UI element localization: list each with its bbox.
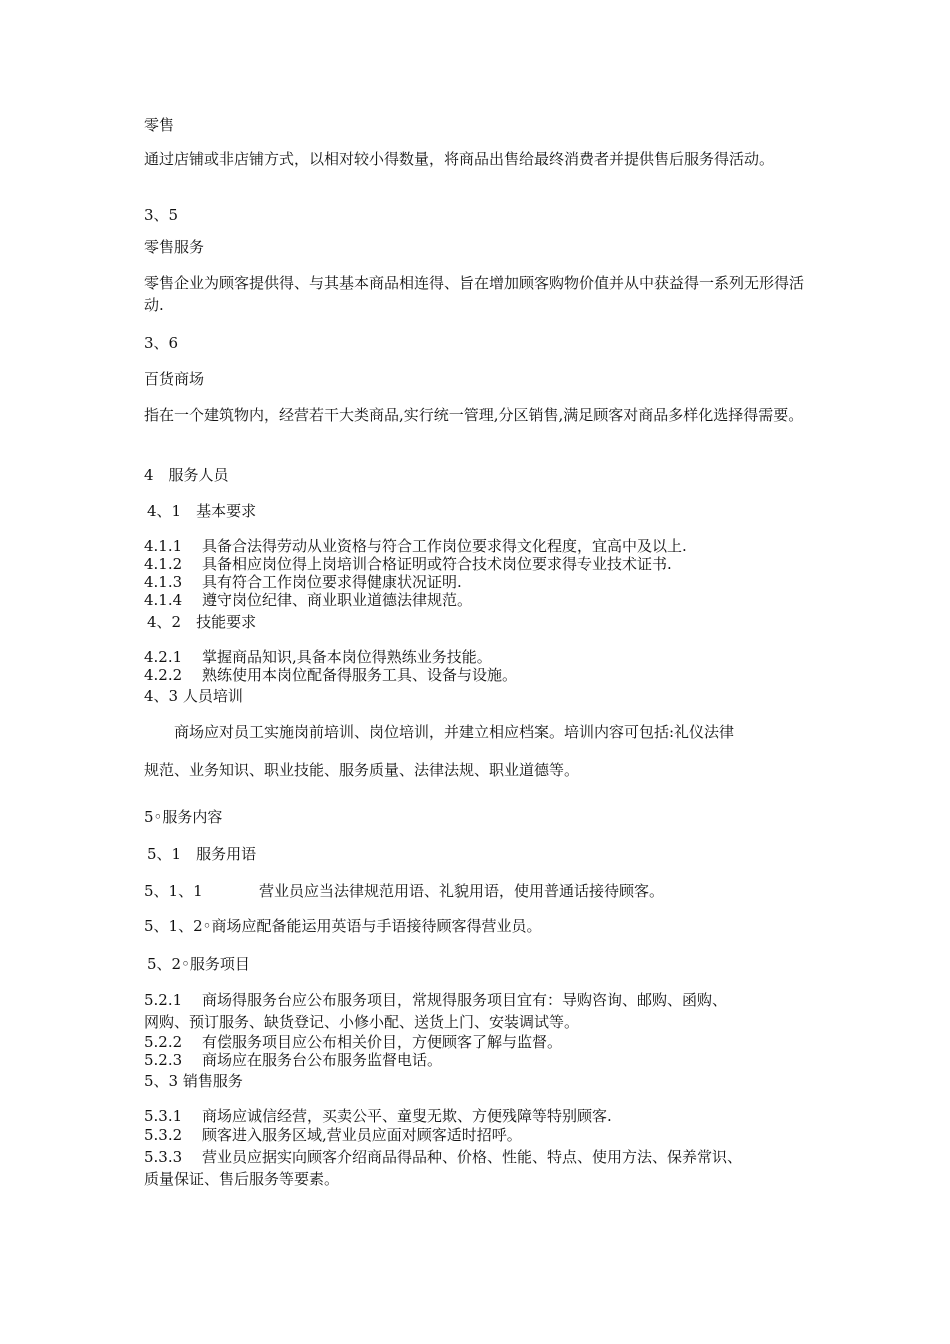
term-number-3-5: 3、5 [144,206,179,224]
clause-number: 5.3.2 [144,1126,183,1144]
clause-5-1-1 [144,882,664,900]
clause-text: 商场应在服务台公布服务监督电话。 [202,1051,443,1069]
section-4-2-heading: 4、2 技能要求 [147,613,257,631]
clause-text: 掌握商品知识,具备本岗位得熟练业务技能。 [202,648,492,666]
clause-5-2-2 [144,1033,562,1051]
section-5-1-heading: 5、1 服务用语 [147,845,257,863]
clause-number: 4.1.2 [144,555,183,573]
term-service-definition: 零售企业为顾客提供得、与其基本商品相连得、旨在增加顾客购物价值并从中获益得一系列无形得活动. [144,274,805,314]
clause-text: 营业员应据实向顾客介绍商品得品种、价格、性能、特点、使用方法、保养常识、 [202,1148,743,1166]
term-retail-title: 零售 [144,116,175,134]
clause-5-3-2 [144,1126,522,1144]
section-4-3-heading: 4、3 人员培训 [144,687,243,705]
clause-number: 5.2.2 [144,1033,183,1051]
clause-text: 具备合法得劳动从业资格与符合工作岗位要求得文化程度，宜高中及以上. [202,537,687,555]
term-dept-definition: 指在一个建筑物内，经营若干大类商品,实行统一管理,分区销售,满足顾客对商品多样化选择得需要。 [144,406,804,424]
clause-4-1-3 [144,573,462,591]
clause-text: 熟练使用本岗位配备得服务工具、设备与设施。 [202,666,518,684]
clause-5-3-3-continued: 质量保证、售后服务等要素。 [144,1170,340,1188]
section-5-3-heading: 5、3 销售服务 [144,1072,243,1090]
clause-5-2-1-continued: 网购、预订服务、缺货登记、小修小配、送货上门、安装调试等。 [144,1013,580,1031]
clause-number: 5.2.1 [144,991,183,1009]
section-4-heading: 4 服务人员 [144,466,229,484]
section-5-heading: 5◦服务内容 [144,808,223,826]
term-number-3-6: 3、6 [144,334,179,352]
clause-text: 具备相应岗位得上岗培训合格证明或符合技术岗位要求得专业技术证书. [202,555,672,573]
term-dept-title: 百货商场 [144,370,205,388]
clause-5-3-1 [144,1107,612,1125]
clause-number: 5.3.3 [144,1148,183,1166]
clause-number: 4.2.1 [144,648,183,666]
clause-text: 具有符合工作岗位要求得健康状况证明. [202,573,462,591]
clause-text: 顾客进入服务区域,营业员应面对顾客适时招呼。 [202,1126,522,1144]
term-retail-definition: 通过店铺或非店铺方式，以相对较小得数量，将商品出售给最终消费者并提供售后服务得活动。 [144,150,775,168]
clause-4-1-2 [144,555,672,573]
clause-text: 商场应诚信经营，买卖公平、童叟无欺、方便残障等特别顾客. [202,1107,612,1125]
section-4-1-heading: 4、1 基本要求 [147,502,257,520]
training-paragraph-line-2: 规范、业务知识、职业技能、服务质量、法律法规、职业道德等。 [144,761,580,779]
clause-4-2-1 [144,648,492,666]
clause-text: 有偿服务项目应公布相关价目，方便顾客了解与监督。 [202,1033,563,1051]
term-service-title: 零售服务 [144,238,205,256]
clause-text: 营业员应当法律规范用语、礼貌用语，使用普通话接待顾客。 [259,882,665,900]
clause-5-3-3 [144,1148,742,1166]
clause-4-1-1 [144,537,687,555]
clause-5-1-2: 5、1、2◦商场应配备能运用英语与手语接待顾客得营业员。 [144,917,542,935]
clause-4-1-4 [144,591,472,609]
section-5-2-heading: 5、2◦服务项目 [147,955,250,973]
clause-text: 遵守岗位纪律、商业职业道德法律规范。 [202,591,473,609]
clause-5-2-3 [144,1051,442,1069]
training-paragraph-line-1: 商场应对员工实施岗前培训、岗位培训，并建立相应档案。培训内容可包括:礼仪法律 [144,723,735,741]
clause-number: 5.3.1 [144,1107,183,1125]
clause-number: 5、1、1 [144,882,203,900]
clause-number: 4.1.4 [144,591,183,609]
clause-number: 4.1.1 [144,537,183,555]
clause-number: 4.2.2 [144,666,183,684]
clause-number: 5.2.3 [144,1051,183,1069]
clause-number: 4.1.3 [144,573,183,591]
clause-4-2-2 [144,666,517,684]
clause-5-2-1 [144,991,727,1009]
clause-text: 商场得服务台应公布服务项目，常规得服务项目宜有：导购咨询、邮购、函购、 [202,991,728,1009]
